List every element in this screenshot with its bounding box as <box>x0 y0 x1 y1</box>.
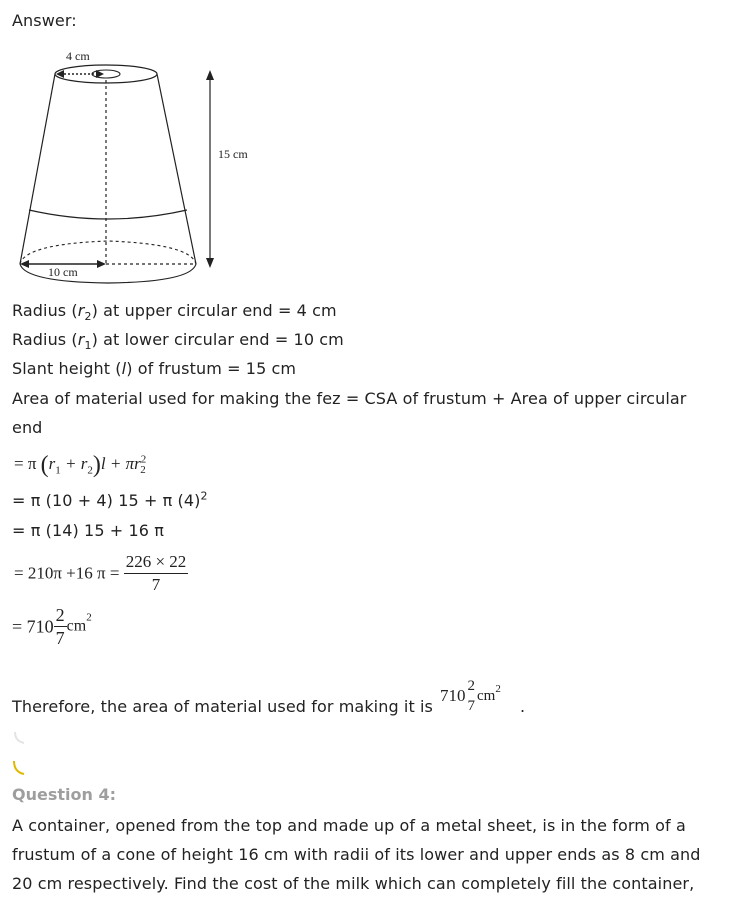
formula-line-1: = π $(r_1 + r_2)l + \pi r^2_2$ <box>14 452 147 478</box>
conclusion-value: 710 2 7 $cm^2$ <box>440 678 501 714</box>
decorative-mark-faint <box>15 732 24 743</box>
answer-label: Answer: <box>12 11 77 30</box>
area-definition-line-2: end <box>12 418 43 437</box>
radius-upper-line: Radius $(r_2)$ at upper circular end = 4 cm <box>12 301 337 324</box>
height-label: 15 cm <box>218 147 248 161</box>
conclusion-period: . <box>520 697 526 716</box>
formula-line-5: = 710 $\frac{2}{7}$ $cm^2$ <box>12 605 92 648</box>
bottom-ellipse-front <box>20 264 196 283</box>
formula-line-3: = π (14) 15 + 16 π <box>12 521 164 540</box>
band-curve <box>29 210 187 219</box>
question-text-line-3: 20 cm respectively. Find the cost of the milk which can completely fill the container, <box>12 874 695 893</box>
right-slant-side <box>157 74 196 264</box>
formula-line-5-fraction: $\frac{2}{7}$ <box>55 605 65 648</box>
top-radius-label: 4 cm <box>66 49 90 63</box>
question-text-line-2: frustum of a cone of height 16 cm with radii of its lower and upper ends as 8 cm and <box>12 845 701 864</box>
decorative-mark-yellow <box>14 761 24 774</box>
left-slant-side <box>20 74 55 264</box>
bottom-radius-label: 10 cm <box>48 265 78 279</box>
radius-lower-line: Radius $(r_1)$ at lower circular end = 10 cm <box>12 330 344 353</box>
height-arrowhead-top <box>206 70 214 80</box>
question-title: Question 4: <box>12 785 116 804</box>
frustum-figure <box>0 40 280 285</box>
decorative-marks <box>10 728 30 778</box>
conclusion-text: Therefore, the area of material used for making it is <box>12 697 433 716</box>
area-definition-line: Area of material used for making the fez = CSA of frustum + Area of upper circular <box>12 389 687 408</box>
formula-line-4: = 210π +16 π = $\frac{226 \times 22}{7}$ <box>14 552 187 594</box>
bottom-ellipse-back <box>20 241 196 264</box>
height-arrowhead-bottom <box>206 258 214 268</box>
formula-line-2: = π (10 + 4) 15 + π $(4)^2$ <box>12 489 208 510</box>
conclusion-fraction: 2 7 <box>467 678 475 714</box>
bottom-arrowhead-right <box>97 260 106 268</box>
top-arrowhead-right <box>96 70 104 78</box>
question-text-line-1: A container, opened from the top and made up of a metal sheet, is in the form of a <box>12 816 686 835</box>
slant-height-line: Slant height (l) of frustum = 15 cm <box>12 359 297 378</box>
formula-line-4-fraction: $\frac{226 \times 22}{7}$ <box>125 552 187 594</box>
